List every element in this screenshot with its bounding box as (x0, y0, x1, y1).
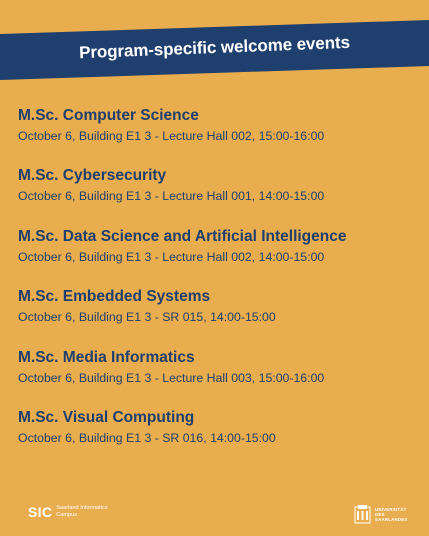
university-logo-block (354, 504, 408, 524)
sic-text-line: Campus (56, 512, 78, 518)
event-details: October 6, Building E1 3 - SR 016, 14:00-15:00 (18, 430, 276, 445)
university-name-line: SAARLANDES (375, 516, 408, 522)
event-program-name: M.Sc. Media Informatics (18, 348, 195, 366)
event-item (18, 166, 418, 226)
sic-logo: SIC (28, 504, 53, 520)
event-item (18, 106, 418, 166)
sic-text-line: Saarland Informatics (56, 505, 108, 512)
event-program-name: M.Sc. Data Science and Artificial Intelligence (18, 227, 347, 245)
event-program-name: M.Sc. Embedded Systems (18, 288, 211, 306)
event-program-name: M.Sc. Cybersecurity (18, 167, 167, 185)
event-item (18, 348, 418, 408)
university-seal-icon (354, 504, 371, 524)
sic-logo-text (56, 505, 116, 518)
sic-logo-block (28, 504, 116, 520)
event-program-name: M.Sc. Visual Computing (18, 408, 195, 426)
event-item (18, 408, 418, 468)
event-list (18, 106, 418, 468)
university-name-line: UNIVERSITÄT (375, 506, 407, 512)
event-details: October 6, Building E1 3 - Lecture Hall 002, 14:00-15:00 (18, 249, 325, 264)
event-program-name: M.Sc. Computer Science (18, 107, 199, 124)
page-title: Program-specific welcome events (78, 32, 351, 63)
university-name-line: DES (375, 511, 385, 517)
event-details: October 6, Building E1 3 - Lecture Hall 001, 14:00-15:00 (18, 189, 325, 204)
event-details: October 6, Building E1 3 - SR 015, 14:00-15:00 (18, 310, 276, 325)
event-item (18, 227, 418, 287)
university-name (375, 506, 408, 522)
header-banner (0, 0, 429, 86)
event-details: October 6, Building E1 3 - Lecture Hall 003, 15:00-16:00 (18, 370, 325, 385)
event-item (18, 287, 418, 347)
event-details: October 6, Building E1 3 - Lecture Hall 002, 15:00-16:00 (18, 129, 325, 143)
